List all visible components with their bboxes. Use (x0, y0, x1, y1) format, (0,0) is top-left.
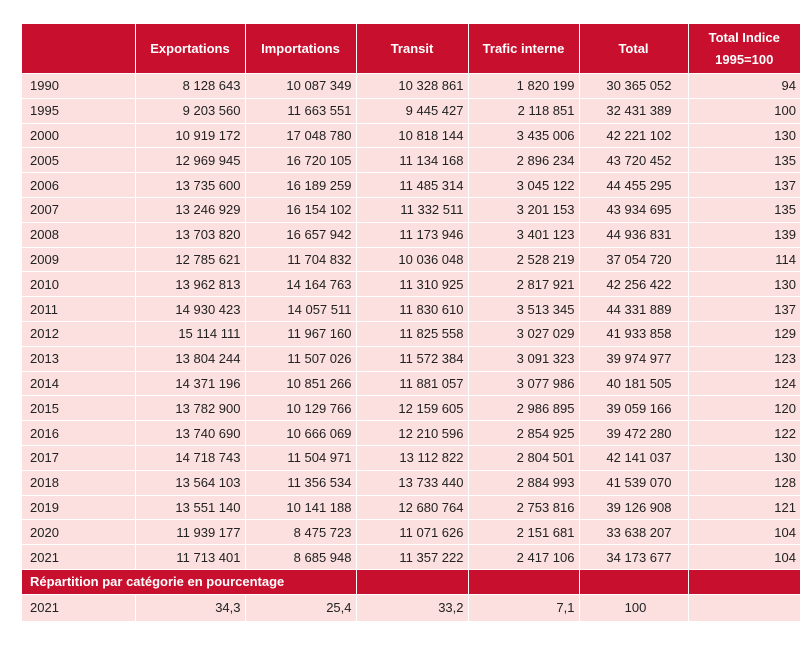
cell: 2 896 234 (468, 148, 579, 173)
cell: 11 713 401 (135, 545, 245, 570)
cell: 130 (688, 272, 800, 297)
cell: 33 638 207 (579, 520, 688, 545)
cell: 1 820 199 (468, 74, 579, 99)
cell: 11 939 177 (135, 520, 245, 545)
pct-cell: 33,2 (356, 594, 468, 621)
cell: 11 357 222 (356, 545, 468, 570)
cell: 135 (688, 148, 800, 173)
cell: 40 181 505 (579, 371, 688, 396)
cell: 14 057 511 (245, 297, 356, 322)
cell: 2 884 993 (468, 470, 579, 495)
pct-cell: 25,4 (245, 594, 356, 621)
cell: 44 331 889 (579, 297, 688, 322)
cell: 42 221 102 (579, 123, 688, 148)
cell: 39 059 166 (579, 396, 688, 421)
cell: 11 356 534 (245, 470, 356, 495)
cell: 16 720 105 (245, 148, 356, 173)
section-spacer (356, 569, 468, 594)
cell: 13 962 813 (135, 272, 245, 297)
cell: 15 114 111 (135, 321, 245, 346)
table-row (22, 396, 800, 421)
cell: 123 (688, 346, 800, 371)
table-row (22, 197, 800, 222)
percentage-row (22, 594, 800, 621)
cell: 42 256 422 (579, 272, 688, 297)
cell: 3 435 006 (468, 123, 579, 148)
cell: 135 (688, 197, 800, 222)
year-cell: 2015 (22, 396, 135, 421)
cell: 39 472 280 (579, 421, 688, 446)
cell: 3 027 029 (468, 321, 579, 346)
pct-cell: 100 (579, 594, 688, 621)
cell: 10 036 048 (356, 247, 468, 272)
table-row (22, 272, 800, 297)
cell: 11 830 610 (356, 297, 468, 322)
year-cell: 2013 (22, 346, 135, 371)
cell: 13 112 822 (356, 445, 468, 470)
cell: 11 504 971 (245, 445, 356, 470)
cell: 37 054 720 (579, 247, 688, 272)
cell: 10 087 349 (245, 74, 356, 99)
year-cell: 2021 (22, 594, 135, 621)
header-total-indice: Total Indice 1995=100 (688, 24, 800, 74)
year-cell: 1990 (22, 74, 135, 99)
year-cell: 2019 (22, 495, 135, 520)
header-year (22, 24, 135, 74)
year-cell: 2009 (22, 247, 135, 272)
cell: 10 851 266 (245, 371, 356, 396)
cell: 11 825 558 (356, 321, 468, 346)
cell: 42 141 037 (579, 445, 688, 470)
year-cell: 2020 (22, 520, 135, 545)
table-row (22, 247, 800, 272)
cell: 11 173 946 (356, 222, 468, 247)
section-spacer (688, 569, 800, 594)
cell: 3 201 153 (468, 197, 579, 222)
cell: 16 154 102 (245, 197, 356, 222)
cell: 30 365 052 (579, 74, 688, 99)
cell: 13 733 440 (356, 470, 468, 495)
table-row (22, 470, 800, 495)
cell: 11 507 026 (245, 346, 356, 371)
cell: 11 310 925 (356, 272, 468, 297)
cell: 122 (688, 421, 800, 446)
year-cell: 2000 (22, 123, 135, 148)
table-row (22, 371, 800, 396)
table-row (22, 346, 800, 371)
cell: 34 173 677 (579, 545, 688, 570)
cell: 130 (688, 123, 800, 148)
header-importations: Importations (245, 24, 356, 74)
year-cell: 2006 (22, 173, 135, 198)
cell: 124 (688, 371, 800, 396)
year-cell: 2011 (22, 297, 135, 322)
cell: 32 431 389 (579, 98, 688, 123)
cell: 128 (688, 470, 800, 495)
cell: 39 974 977 (579, 346, 688, 371)
cell: 11 663 551 (245, 98, 356, 123)
cell: 2 417 106 (468, 545, 579, 570)
table-row (22, 520, 800, 545)
year-cell: 1995 (22, 98, 135, 123)
cell: 14 371 196 (135, 371, 245, 396)
cell: 12 210 596 (356, 421, 468, 446)
cell: 11 071 626 (356, 520, 468, 545)
cell: 13 551 140 (135, 495, 245, 520)
cell: 12 785 621 (135, 247, 245, 272)
header-total: Total (579, 24, 688, 74)
cell: 41 933 858 (579, 321, 688, 346)
header-exportations: Exportations (135, 24, 245, 74)
cell: 8 685 948 (245, 545, 356, 570)
cell: 2 986 895 (468, 396, 579, 421)
cell: 10 818 144 (356, 123, 468, 148)
cell: 13 735 600 (135, 173, 245, 198)
cell: 11 881 057 (356, 371, 468, 396)
year-cell: 2014 (22, 371, 135, 396)
table-row (22, 495, 800, 520)
cell: 137 (688, 297, 800, 322)
cell: 39 126 908 (579, 495, 688, 520)
cell: 11 704 832 (245, 247, 356, 272)
cell: 2 854 925 (468, 421, 579, 446)
cell: 139 (688, 222, 800, 247)
cell: 3 513 345 (468, 297, 579, 322)
table-row (22, 222, 800, 247)
table-row (22, 421, 800, 446)
cell: 129 (688, 321, 800, 346)
cell: 44 936 831 (579, 222, 688, 247)
cell: 11 332 511 (356, 197, 468, 222)
cell: 11 967 160 (245, 321, 356, 346)
cell: 100 (688, 98, 800, 123)
year-cell: 2007 (22, 197, 135, 222)
pct-cell (688, 594, 800, 621)
cell: 2 151 681 (468, 520, 579, 545)
cell: 13 782 900 (135, 396, 245, 421)
cell: 12 969 945 (135, 148, 245, 173)
cell: 3 401 123 (468, 222, 579, 247)
table-row (22, 173, 800, 198)
cell: 10 129 766 (245, 396, 356, 421)
cell: 44 455 295 (579, 173, 688, 198)
data-table-container (22, 24, 800, 621)
cell: 3 045 122 (468, 173, 579, 198)
header-trafic-interne: Trafic interne (468, 24, 579, 74)
pct-cell: 34,3 (135, 594, 245, 621)
cell: 114 (688, 247, 800, 272)
cell: 16 657 942 (245, 222, 356, 247)
table-row (22, 297, 800, 322)
section-spacer (468, 569, 579, 594)
cell: 10 666 069 (245, 421, 356, 446)
table-row (22, 445, 800, 470)
pct-cell: 7,1 (468, 594, 579, 621)
table-row (22, 98, 800, 123)
table-row (22, 148, 800, 173)
header-row (22, 24, 800, 74)
cell: 10 141 188 (245, 495, 356, 520)
cell: 14 718 743 (135, 445, 245, 470)
year-cell: 2018 (22, 470, 135, 495)
cell: 14 164 763 (245, 272, 356, 297)
cell: 11 485 314 (356, 173, 468, 198)
table-row (22, 74, 800, 99)
cell: 9 203 560 (135, 98, 245, 123)
year-cell: 2012 (22, 321, 135, 346)
cell: 3 091 323 (468, 346, 579, 371)
year-cell: 2010 (22, 272, 135, 297)
section-label: Répartition par catégorie en pourcentage (22, 569, 356, 594)
cell: 14 930 423 (135, 297, 245, 322)
header-transit: Transit (356, 24, 468, 74)
cell: 13 564 103 (135, 470, 245, 495)
cell: 94 (688, 74, 800, 99)
cell: 2 118 851 (468, 98, 579, 123)
year-cell: 2016 (22, 421, 135, 446)
cell: 43 720 452 (579, 148, 688, 173)
cell: 10 328 861 (356, 74, 468, 99)
cell: 13 804 244 (135, 346, 245, 371)
cell: 120 (688, 396, 800, 421)
cell: 121 (688, 495, 800, 520)
cell: 2 528 219 (468, 247, 579, 272)
traffic-table (22, 24, 800, 621)
cell: 13 740 690 (135, 421, 245, 446)
table-row (22, 123, 800, 148)
cell: 11 134 168 (356, 148, 468, 173)
section-spacer (579, 569, 688, 594)
cell: 11 572 384 (356, 346, 468, 371)
cell: 104 (688, 520, 800, 545)
year-cell: 2008 (22, 222, 135, 247)
year-cell: 2017 (22, 445, 135, 470)
cell: 3 077 986 (468, 371, 579, 396)
table-row (22, 321, 800, 346)
cell: 104 (688, 545, 800, 570)
year-cell: 2005 (22, 148, 135, 173)
cell: 9 445 427 (356, 98, 468, 123)
cell: 12 680 764 (356, 495, 468, 520)
cell: 8 475 723 (245, 520, 356, 545)
cell: 8 128 643 (135, 74, 245, 99)
year-cell: 2021 (22, 545, 135, 570)
cell: 13 703 820 (135, 222, 245, 247)
cell: 41 539 070 (579, 470, 688, 495)
cell: 2 753 816 (468, 495, 579, 520)
cell: 13 246 929 (135, 197, 245, 222)
cell: 137 (688, 173, 800, 198)
cell: 10 919 172 (135, 123, 245, 148)
cell: 43 934 695 (579, 197, 688, 222)
cell: 2 804 501 (468, 445, 579, 470)
table-row (22, 545, 800, 570)
cell: 12 159 605 (356, 396, 468, 421)
cell: 17 048 780 (245, 123, 356, 148)
section-header-row (22, 569, 800, 594)
cell: 2 817 921 (468, 272, 579, 297)
cell: 16 189 259 (245, 173, 356, 198)
cell: 130 (688, 445, 800, 470)
